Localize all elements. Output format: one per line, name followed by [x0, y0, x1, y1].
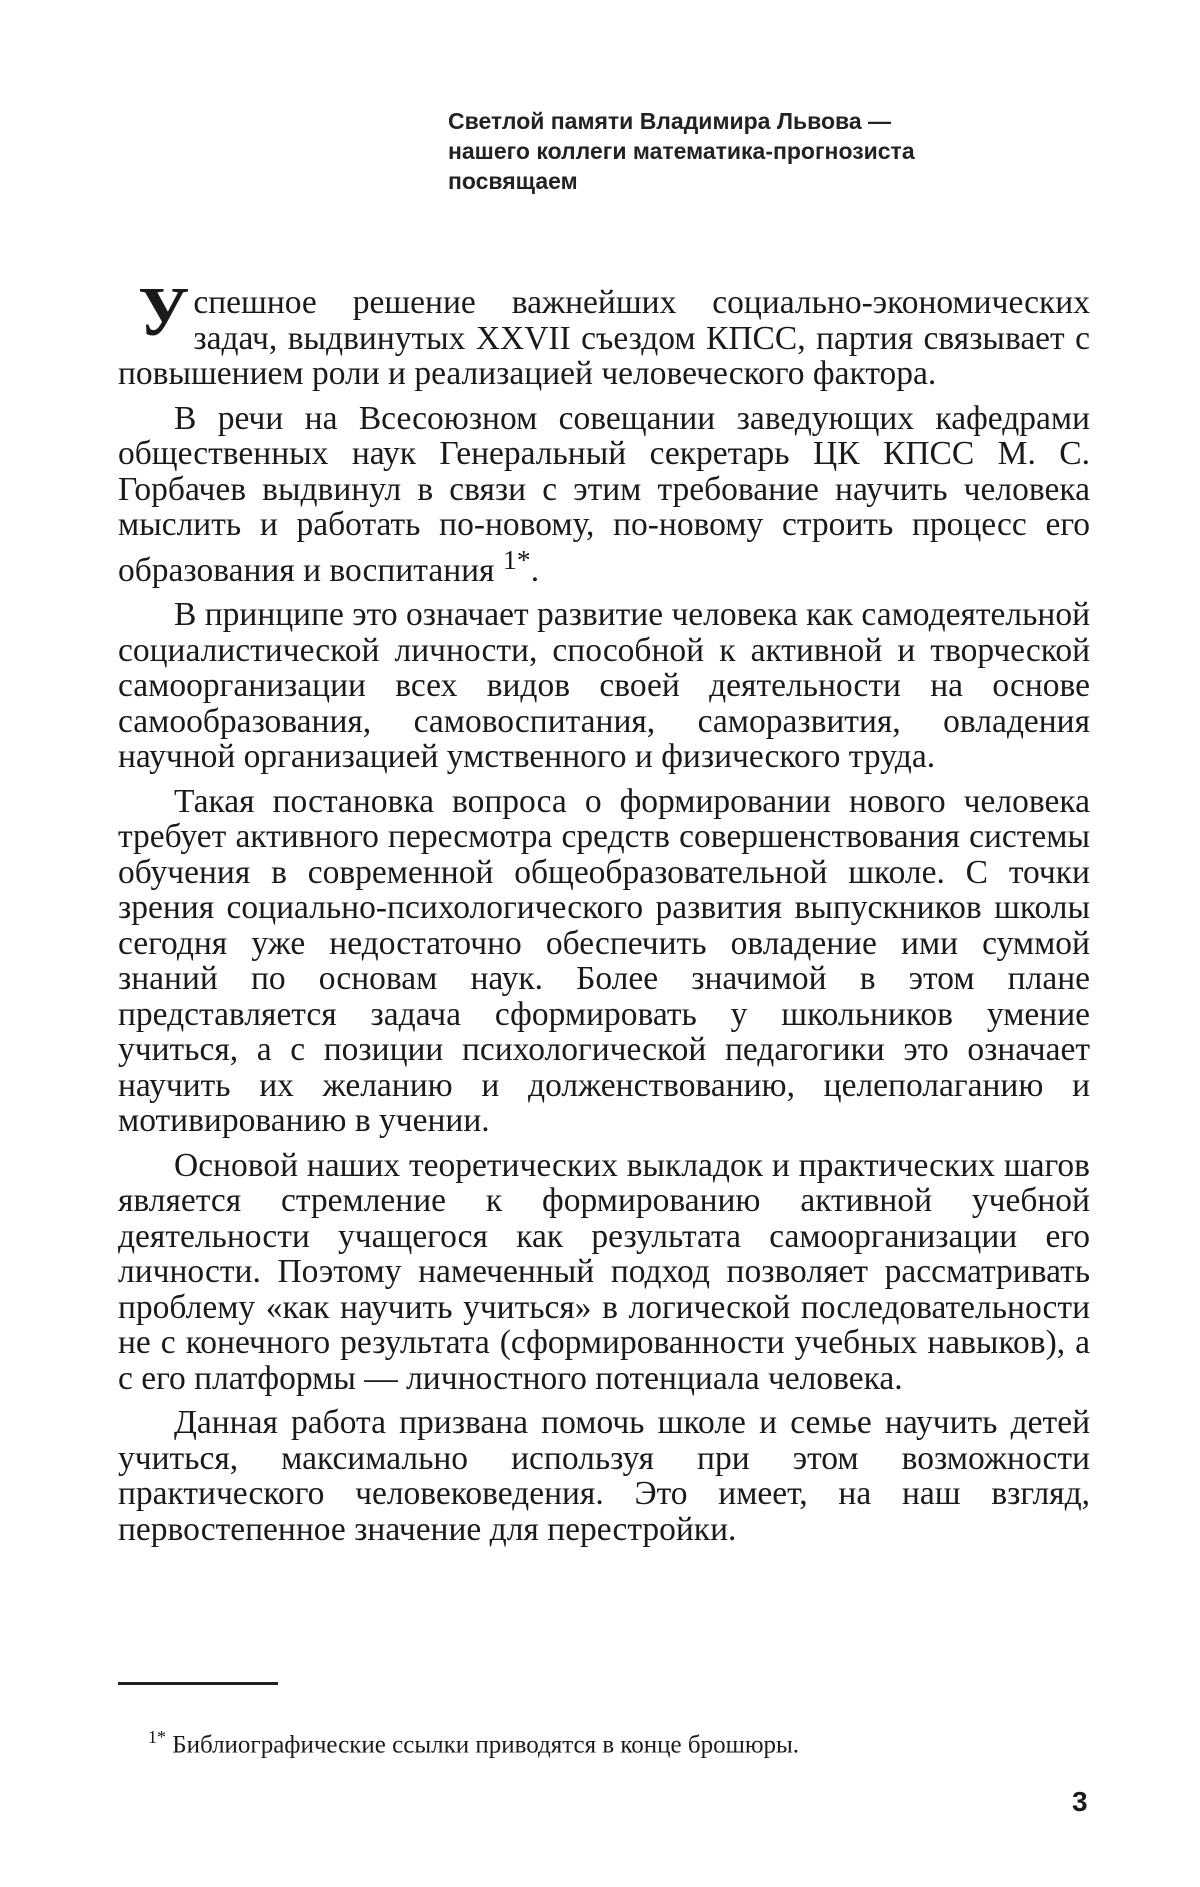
paragraph	[118, 274, 1090, 392]
footnote-text: Библиографические ссылки приводятся в конце брошюры.	[166, 1731, 800, 1759]
page-number: 3	[1072, 1786, 1088, 1817]
paragraph-text: спешное решение важнейших социально-экономических задач, выдвинутых XXVII съездом КПСС, партия связывает с повышением роли и реализацией человеческого фактора.	[118, 284, 1090, 392]
paragraph	[118, 401, 1090, 589]
paragraph: Такая постановка вопроса о формировании нового человека требует активного пересмотра средств совершенствования системы обучения в современной общеобразовательной школе. С точки зрения социально-психологического развития выпускников школы сегодня уже недостаточно обеспечить овладение ими суммой знаний по основам наук. Более значимой в этом плане представляется задача сформировать у школьников умение учиться, а с позиции психологической педагогики это означает научить их желанию и долженствованию, целеполаганию и мотивированию в учении.	[118, 782, 1090, 1140]
body-text	[118, 274, 1090, 1556]
dedication-line: посвящаем	[448, 168, 578, 194]
footnote-divider	[118, 1682, 278, 1685]
dedication	[448, 106, 915, 196]
paragraph: Основой наших теоретических выкладок и практических шагов является стремление к формированию активной учебной деятельности учащегося как результата самоорганизации его личности. Поэтому намеченный подход позволяет рассматривать проблему «как научить учиться» в логической последовательности не с конечного результата (сформированности учебных навыков), а с его платформы — личностного потенциала человека.	[118, 1146, 1090, 1397]
footnote	[148, 1722, 799, 1760]
footnote-marker: 1*	[148, 1727, 166, 1747]
drop-cap: У	[138, 274, 190, 351]
dedication-line: нашего коллеги математика-прогнозиста	[448, 138, 915, 164]
reference-marker: 1*	[502, 544, 531, 576]
paragraph: Данная работа призвана помочь школе и семье научить детей учиться, максимально используя при этом возможности практического человековедения. Это имеет, на наш взгляд, первостепенное значение для перестройки.	[118, 1404, 1090, 1548]
dedication-line: Светлой памяти Владимира Львова —	[448, 108, 892, 134]
paragraph: В принципе это означает развитие человека как самодеятельной социалистической личности, способной к активной и творческой самоорганизации всех видов своей деятельности на основе самообразования, самовоспитания, саморазвития, овладения научной организацией умственного и физического труда.	[118, 596, 1090, 776]
paragraph-text: .	[530, 551, 540, 589]
paragraph-text: В речи на Всесоюзном совещании заведующих кафедрами общественных наук Генеральный секретарь ЦК КПСС М. С. Горбачев выдвинул в связи с этим требование научить человека мыслить и работать по-новому, по-новому строить процесс его образования и воспитания	[118, 399, 1090, 589]
